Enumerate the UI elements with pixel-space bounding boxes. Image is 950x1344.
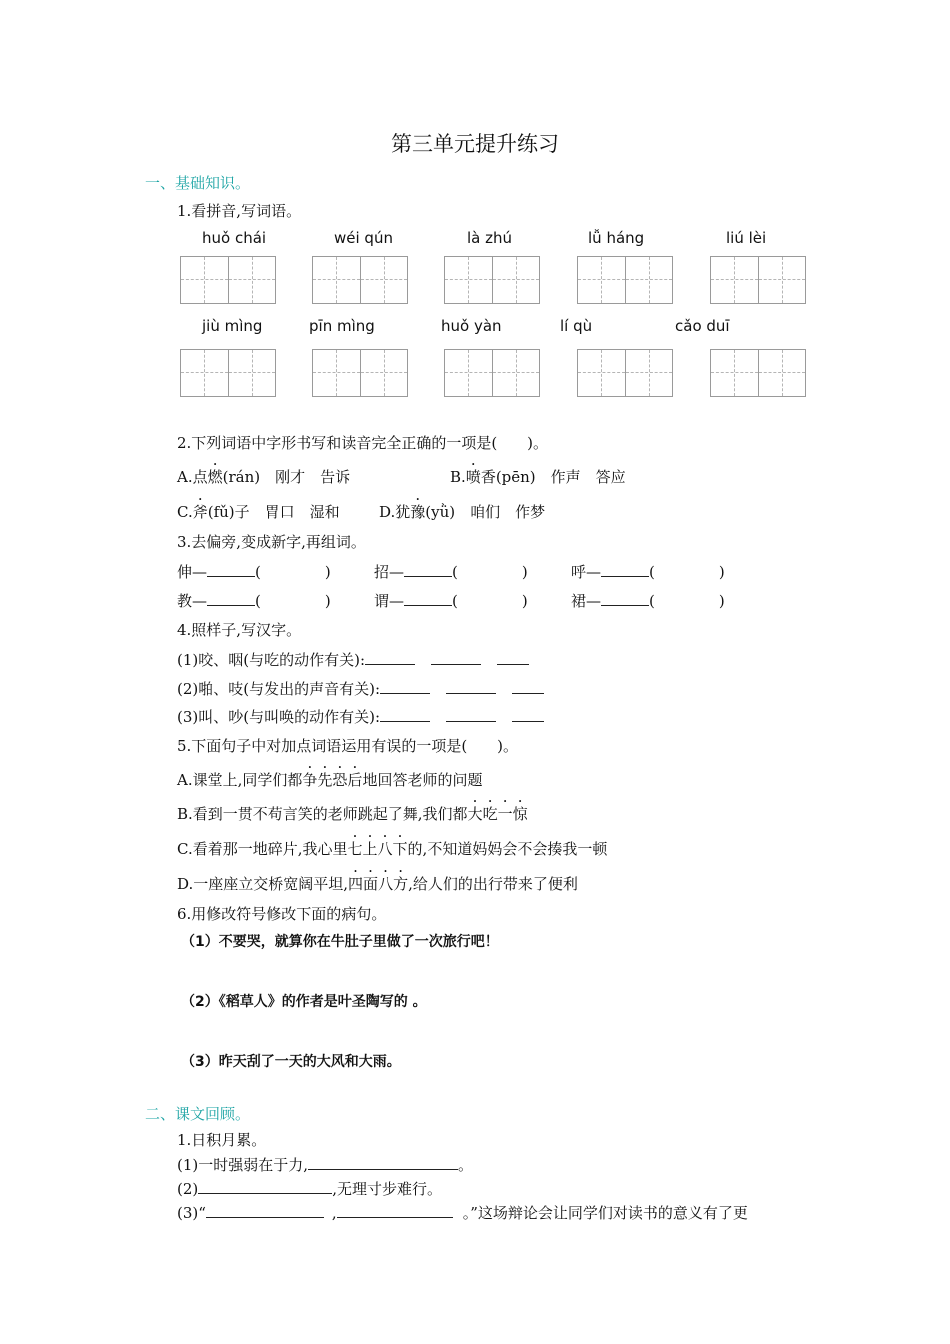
q2-prompt: 2.下列词语中字形书写和读音完全正确的一项是( )。 [177,434,549,452]
section-heading-basic: 一、基础知识。 [145,174,251,192]
pinyin-label: là zhú [467,229,513,247]
option-text: 香(pēn) 作声 答应 [480,468,626,486]
dotted-char: 方 [393,875,409,893]
q5-option-b[interactable] [177,803,528,824]
pinyin-label: jiù mìng [202,317,263,335]
q6-sentence[interactable]: （2）《稻草人》的作者是叶圣陶写的 。 [181,994,427,1010]
dotted-char: 喷 [465,468,481,486]
dotted-char: 吃 [482,805,498,823]
q3-item: 伸— ( ) [177,563,331,581]
pinyin-label: wéi qún [334,229,393,247]
option-text: D.一座座立交桥宽阔平坦, [177,875,349,893]
q6-sentence[interactable]: （3）昨天刮了一天的大风和大雨。 [181,1054,401,1070]
answer-blank[interactable] [601,562,649,577]
q3-item: 教— ( ) [177,592,331,610]
dotted-char: 上 [362,840,378,858]
q1-prompt: 1.看拼音,写词语。 [177,202,302,220]
answer-blank[interactable] [404,562,452,577]
writing-grid[interactable] [444,256,540,304]
dotted-char: 四 [348,875,364,893]
pinyin-label: liú lèi [726,229,767,247]
dotted-char: 面 [363,875,379,893]
answer-blank[interactable] [380,707,430,722]
r1-line: (3)“ , 。”这场辩论会让同学们对读书的意义有了更 [177,1204,748,1222]
answer-blank[interactable] [308,1155,458,1170]
q3-prompt: 3.去偏旁,变成新字,再组词。 [177,533,366,551]
q5-option-c[interactable] [177,838,607,859]
answer-blank[interactable] [446,679,496,694]
answer-blank[interactable] [206,1203,324,1218]
dotted-char: 八 [377,840,393,858]
dotted-char: 七 [347,840,363,858]
r1-line: (2) ,无理寸步难行。 [177,1180,443,1198]
answer-blank[interactable] [431,650,481,665]
dotted-char: 豫 [410,503,426,521]
option-text: D.犹 [379,503,411,521]
option-text: C. [177,503,193,521]
writing-grid[interactable] [312,256,408,304]
dotted-phrase [347,840,407,858]
pinyin-label: huǒ yàn [441,317,502,335]
q5-option-a[interactable] [177,769,482,790]
answer-blank[interactable] [512,679,544,694]
q3-item: 呼— ( ) [571,563,725,581]
writing-grid[interactable] [710,256,806,304]
q2-option-a[interactable] [177,466,350,487]
answer-blank[interactable] [404,591,452,606]
option-text: 地回答老师的问题 [362,771,483,789]
q5-prompt: 5.下面句子中对加点词语运用有误的一项是( )。 [177,737,519,755]
answer-blank[interactable] [601,591,649,606]
q3-item: 谓— ( ) [374,592,528,610]
writing-grid[interactable] [577,256,673,304]
option-text: (yǜ) 咱们 作梦 [425,503,546,521]
section-heading-review: 二、课文回顾。 [145,1105,251,1123]
q3-item: 招— ( ) [374,563,528,581]
writing-grid[interactable] [577,349,673,397]
q2-option-b[interactable] [450,466,626,487]
option-text: ,给人们的出行带来了便利 [408,875,578,893]
writing-grid[interactable] [444,349,540,397]
dotted-char: 先 [317,771,333,789]
r1-prompt: 1.日积月累。 [177,1131,267,1149]
answer-blank[interactable] [497,650,529,665]
answer-blank[interactable] [446,707,496,722]
dotted-char: 后 [347,771,363,789]
q2-option-c[interactable] [177,501,340,522]
answer-blank[interactable] [207,562,255,577]
q4-line: (2)啪、吱(与发出的声音有关): [177,678,544,699]
dotted-char: 一 [497,805,513,823]
pinyin-label: lǚ háng [588,229,645,247]
dotted-char: 八 [378,875,394,893]
answer-blank[interactable] [512,707,544,722]
dotted-char: 燃 [207,468,223,486]
dotted-char: 恐 [332,771,348,789]
option-text: 的,不知道妈妈会不会揍我一顿 [407,840,608,858]
option-text: (rán) 刚才 告诉 [222,468,351,486]
dotted-phrase [348,875,408,893]
answer-blank[interactable] [380,679,430,694]
answer-blank[interactable] [337,1203,453,1218]
dotted-phrase [302,771,362,789]
answer-blank[interactable] [365,650,415,665]
dotted-char: 大 [467,805,483,823]
q2-option-d[interactable] [379,501,545,522]
q6-sentence[interactable]: （1）不要哭，就算你在牛肚子里做了一次旅行吧！ [181,934,499,950]
pinyin-label: cǎo duī [675,317,730,335]
q4-prompt: 4.照样子,写汉字。 [177,621,302,639]
page-title: 第三单元提升练习 [391,132,559,156]
q4-line: (3)叫、吵(与叫唤的动作有关): [177,706,544,727]
dotted-char: 下 [392,840,408,858]
option-text: A.课堂上,同学们都 [177,771,303,789]
option-text: B.看到一贯不苟言笑的老师跳起了舞,我们都 [177,805,468,823]
pinyin-label: lí qù [560,317,593,335]
q3-item: 裙— ( ) [571,592,725,610]
option-text: B. [450,468,466,486]
dotted-char: 惊 [512,805,528,823]
pinyin-label: huǒ chái [202,229,267,247]
answer-blank[interactable] [207,591,255,606]
dotted-char: 斧 [192,503,208,521]
r1-line: (1)一时强弱在于力, 。 [177,1156,474,1174]
pinyin-label: pīn mìng [309,317,375,335]
option-text: (fǔ)子 胃口 湿和 [207,503,340,521]
writing-grid[interactable] [180,256,276,304]
q5-option-d[interactable] [177,873,578,894]
writing-grid[interactable] [312,349,408,397]
q4-line: (1)咬、咽(与吃的动作有关): [177,649,529,670]
option-text: C.看着那一地碎片,我心里 [177,840,348,858]
dotted-phrase [468,805,528,823]
q6-prompt: 6.用修改符号修改下面的病句。 [177,905,387,923]
answer-blank[interactable] [198,1179,332,1194]
writing-grid[interactable] [180,349,276,397]
writing-grid[interactable] [710,349,806,397]
option-text: A.点 [177,468,208,486]
dotted-char: 争 [302,771,318,789]
